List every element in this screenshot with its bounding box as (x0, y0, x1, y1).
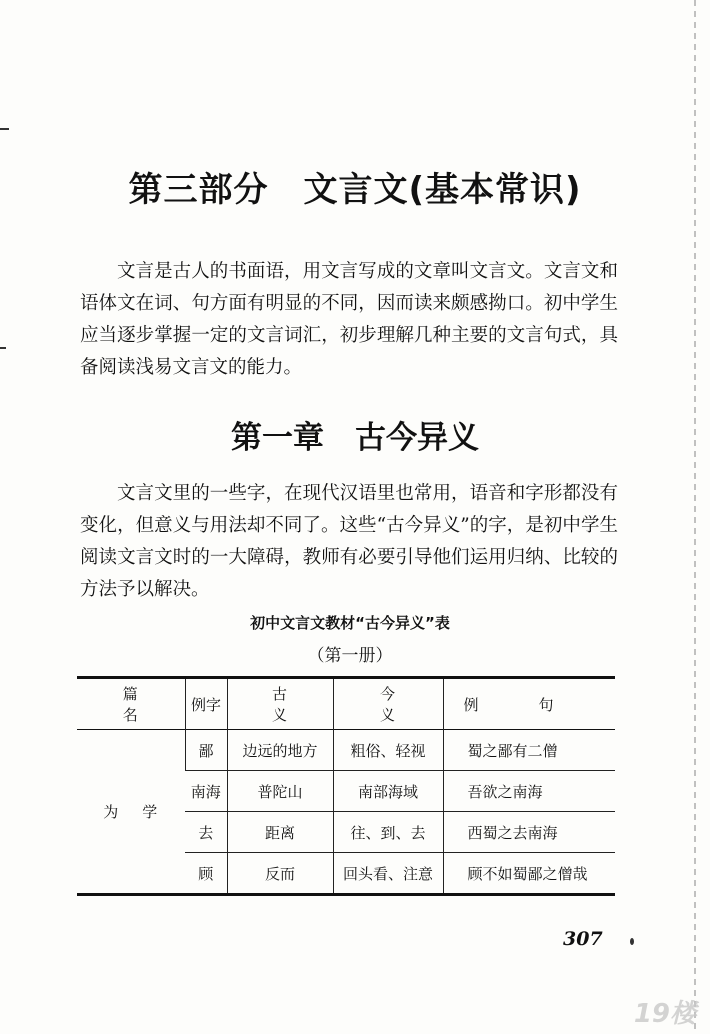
scan-mark (0, 347, 6, 349)
ancient-cell: 普陀山 (227, 771, 333, 812)
ancient-cell: 反而 (227, 853, 333, 895)
part-title: 第三部分 文言文(基本常识) (128, 170, 582, 210)
modern-cell: 往、到、去 (333, 812, 443, 853)
scan-mark (0, 128, 9, 130)
word-cell: 南海 (185, 771, 227, 812)
header-lesson: 篇名 (122, 685, 168, 724)
modern-cell: 回头看、注意 (333, 853, 443, 895)
header-example: 例句 (443, 678, 615, 730)
example-cell: 蜀之鄙有二僧 (443, 730, 615, 771)
watermark-logo: 19楼 (633, 999, 696, 1029)
example-cell: 顾不如蜀鄙之僧哉 (443, 853, 615, 895)
chapter-paragraph: 文言文里的一些字，在现代汉语里也常用，语音和字形都没有变化，但意义与用法却不同了。这些“古今异义”的字，是初中学生阅读文言文时的一大障碍，教师有必要引导他们运用归纳、比较的方法予以解决。 (80, 483, 618, 600)
example-cell: 吾欲之南海 (443, 771, 615, 812)
scan-mark (630, 938, 634, 945)
example-cell: 西蜀之去南海 (443, 812, 615, 853)
table-caption: 初中文言文教材“古今异义”表 (250, 614, 450, 632)
table-subcaption: （第一册） (307, 646, 393, 666)
word-cell: 鄙 (185, 730, 227, 771)
glossary-table (77, 676, 615, 896)
intro-paragraph: 文言是古人的书面语，用文言写成的文章叫文言文。文言文和语体文在词、句方面有明显的不同，因而读来颇感拗口。初中学生应当逐步掌握一定的文言词汇，初步理解几种主要的文言句式，具备阅读浅易文言文的能力。 (80, 261, 618, 378)
table-header-row (77, 678, 615, 730)
ancient-cell: 边远的地方 (227, 730, 333, 771)
header-ancient: 古义 (227, 678, 333, 730)
chapter-title: 第一章 古今异义 (231, 420, 479, 456)
page-edge (694, 0, 696, 1034)
word-cell: 顾 (185, 853, 227, 895)
header-modern: 今义 (333, 678, 443, 730)
modern-cell: 南部海域 (333, 771, 443, 812)
modern-cell: 粗俗、轻视 (333, 730, 443, 771)
table-row (77, 730, 615, 771)
header-word: 例字 (185, 678, 227, 730)
word-cell: 去 (185, 812, 227, 853)
page-number: 307 (563, 928, 603, 950)
lesson-cell: 为学 (103, 803, 182, 821)
ancient-cell: 距离 (227, 812, 333, 853)
